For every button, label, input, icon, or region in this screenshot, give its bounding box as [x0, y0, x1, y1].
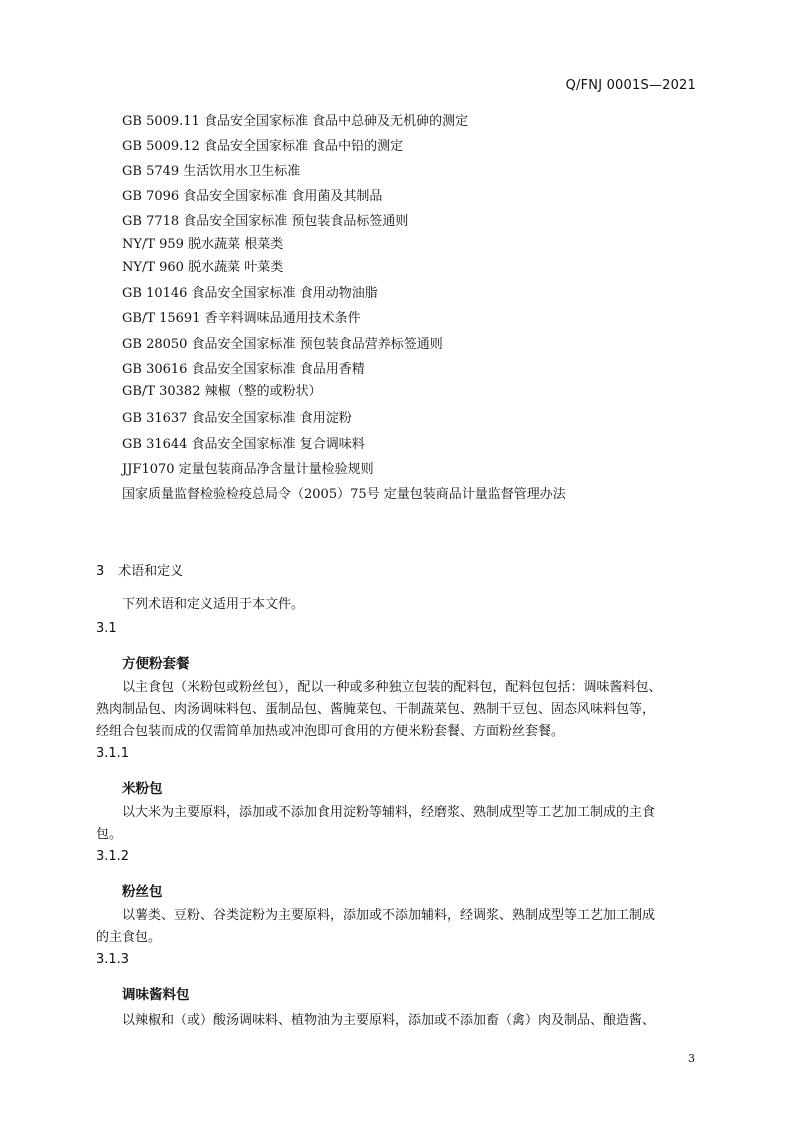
reference-item: GB 31644 食品安全国家标准 复合调味料 — [122, 437, 365, 452]
term-title: 方便粉套餐 — [122, 656, 190, 672]
definition-line: 熟肉制品包、肉汤调味料包、蛋制品包、酱腌菜包、干制蔬菜包、熟制干豆包、固态风味料包等， — [96, 702, 656, 717]
reference-item: NY/T 959 脱水蔬菜 根菜类 — [122, 237, 284, 252]
reference-item: GB 31637 食品安全国家标准 食用淀粉 — [122, 411, 352, 426]
reference-item: GB 7718 食品安全国家标准 预包装食品标签通则 — [122, 214, 409, 229]
reference-item: GB 7096 食品安全国家标准 食用菌及其制品 — [122, 189, 383, 204]
reference-item: 国家质量监督检验检疫总局令（2005）75号 定量包装商品计量监督管理办法 — [122, 487, 566, 502]
clause-number: 3.1.3 — [96, 952, 130, 967]
clause-number: 3.1.2 — [96, 849, 130, 864]
definition-line: 以辣椒和（或）酸汤调味料、植物油为主要原料，添加或不添加畜（禽）肉及制品、酿造酱、 — [122, 1013, 656, 1028]
section-title: 术语和定义 — [118, 564, 184, 579]
term-title: 米粉包 — [122, 781, 163, 797]
clause-number: 3.1 — [96, 621, 117, 636]
reference-item: GB/T 30382 辣椒（整的或粉状） — [122, 384, 322, 399]
definition-line: 以薯类、豆粉、谷类淀粉为主要原料，添加或不添加辅料，经调浆、熟制成型等工艺加工制成 — [122, 908, 656, 923]
definition-line: 以主食包（米粉包或粉丝包），配以一种或多种独立包装的配料包，配料包包括：调味酱料包、 — [122, 680, 662, 695]
section-heading — [96, 560, 183, 579]
reference-item: GB 5009.11 食品安全国家标准 食品中总砷及无机砷的测定 — [122, 114, 469, 129]
section-intro: 下列术语和定义适用于本文件。 — [122, 597, 305, 612]
reference-item: JJF1070 定量包装商品净含量计量检验规则 — [122, 462, 374, 477]
document-code-header: Q/FNJ 0001S—2021 — [565, 78, 696, 93]
reference-item: GB 5009.12 食品安全国家标准 食品中铅的测定 — [122, 139, 404, 154]
reference-item: GB/T 15691 香辛料调味品通用技术条件 — [122, 311, 361, 326]
reference-item: GB 5749 生活饮用水卫生标准 — [122, 164, 301, 179]
reference-item: GB 28050 食品安全国家标准 预包装食品营养标签通则 — [122, 337, 443, 352]
reference-item: GB 10146 食品安全国家标准 食用动物油脂 — [122, 286, 378, 301]
definition-line: 包。 — [96, 827, 123, 842]
definition-line: 的主食包。 — [96, 930, 162, 945]
definition-line: 经组合包装而成的仅需简单加热或冲泡即可食用的方便米粉套餐、方面粉丝套餐。 — [96, 724, 565, 739]
term-title: 粉丝包 — [122, 884, 163, 900]
section-number: 3 — [96, 564, 105, 579]
reference-item: NY/T 960 脱水蔬菜 叶菜类 — [122, 260, 284, 275]
reference-item: GB 30616 食品安全国家标准 食品用香精 — [122, 362, 365, 377]
page-number: 3 — [688, 1052, 695, 1065]
term-title: 调味酱料包 — [122, 987, 190, 1003]
clause-number: 3.1.1 — [96, 746, 130, 761]
definition-line: 以大米为主要原料，添加或不添加食用淀粉等辅料，经磨浆、熟制成型等工艺加工制成的主食 — [122, 805, 656, 820]
